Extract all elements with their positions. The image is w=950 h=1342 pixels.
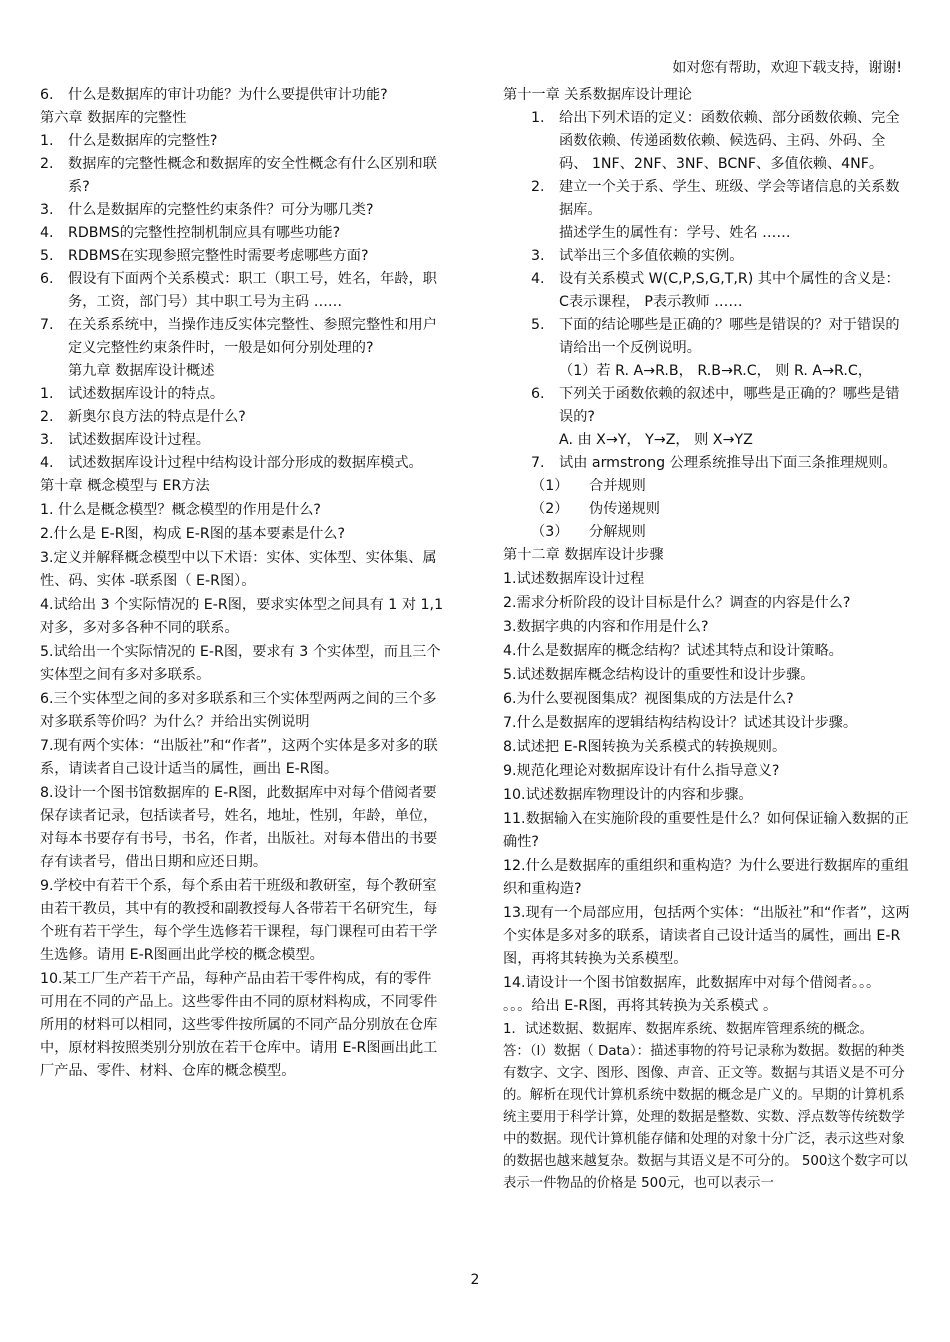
list-item: 10.某工厂生产若干产品，每种产品由若干零件构成，有的零件可用在不同的产品上。这些零件由不同的原材料构成，不同零件所用的材料可以相同，这些零件按所属的不同产品分别放在仓库中，原材料按照类别分别放在若干仓库中。请用 E-R图画出此工厂产品、零件、材料、仓库的概念模型。 bbox=[40, 971, 438, 1079]
question-text: 设有关系模式 W(C,P,S,G,T,R) 其中个属性的含义是： C表示课程， P表示教师 …… bbox=[559, 271, 900, 310]
chapter-12-title: 第十二章 数据库设计步骤 bbox=[503, 547, 664, 563]
question-number: 7. bbox=[531, 455, 545, 471]
list-item: 7.什么是数据库的逻辑结构结构设计？试述其设计步骤。 bbox=[503, 715, 858, 731]
answer-question-1: 1．试述数据、数据库、数据库系统、数据库管理系统的概念。 bbox=[503, 1022, 874, 1037]
list-item bbox=[503, 521, 913, 544]
question-number: 4. bbox=[531, 271, 545, 287]
list-item: 2.什么是 E-R图，构成 E-R图的基本要素是什么? bbox=[40, 526, 345, 542]
right-column bbox=[503, 84, 913, 1195]
item-number: 3. bbox=[40, 202, 54, 218]
question-text: 下列关于函数依赖的叙述中，哪些是正确的？哪些是错误的? bbox=[559, 386, 900, 425]
list-item: 13.现有一个局部应用，包括两个实体：“出版社”和“作者”，这两个实体是多对多的联系，请读者自己设计适当的属性，画出 E-R图，再将其转换为关系模型。 bbox=[503, 905, 910, 967]
list-item: 10.试述数据库物理设计的内容和步骤。 bbox=[503, 787, 753, 803]
item-number: 5. bbox=[40, 248, 54, 264]
list-item: 6.三个实体型之间的多对多联系和三个实体型两两之间的三个多对多联系等价吗？为什么？并给出实例说明 bbox=[40, 691, 437, 730]
list-item: 12.什么是数据库的重组织和重构造？为什么要进行数据库的重组织和重构造? bbox=[503, 858, 909, 897]
item-text: 什么是数据库的完整性约束条件？可分为哪几类? bbox=[68, 202, 374, 218]
item-text: 假设有下面两个关系模式：职工（职工号，姓名，年龄，职务，工资，部门号）其中职工号为主码 …… bbox=[68, 271, 437, 310]
question-text: 试举出三个多值依赖的实例。 bbox=[559, 248, 744, 264]
chapter-9-questions bbox=[40, 383, 445, 475]
ch11-question-7 bbox=[503, 452, 913, 475]
question-text: 给出下列术语的定义：函数依赖、部分函数依赖、完全函数依赖、传递函数依赖、候选码、主码、外码、全码、 1NF、2NF、3NF、BCNF、多值依赖、4NF。 bbox=[559, 110, 900, 172]
list-item bbox=[40, 429, 445, 452]
item-number: 7. bbox=[40, 317, 54, 333]
chapter-6-questions bbox=[40, 130, 445, 360]
item-number: 4. bbox=[40, 455, 54, 471]
list-item: 3.数据字典的内容和作用是什么? bbox=[503, 619, 709, 635]
chapter-10-title: 第十章 概念模型与 ER方法 bbox=[40, 478, 210, 494]
list-item bbox=[40, 406, 445, 429]
list-item: 7.现有两个实体：“出版社”和“作者”，这两个实体是多对多的联系，请读者自己设计适当的属性，画出 E-R图。 bbox=[40, 738, 438, 777]
item-text: 试述数据库设计过程。 bbox=[68, 432, 210, 448]
ch11-question-6-sub: A. 由 X→Y， Y→Z， 则 X→YZ bbox=[559, 432, 753, 448]
list-item bbox=[40, 199, 445, 222]
ch11-question-6 bbox=[503, 383, 913, 429]
chapter-12-questions bbox=[503, 568, 913, 1018]
item-text: 合并规则 bbox=[589, 478, 646, 494]
ch11-question-2 bbox=[503, 176, 913, 222]
ch11-question-1 bbox=[503, 107, 913, 176]
question-text: 什么是数据库的审计功能？为什么要提供审计功能? bbox=[68, 87, 388, 103]
list-item: 5.试给出一个实际情况的 E-R图，要求有 3 个实体型，而且三个实体型之间有多对多联系。 bbox=[40, 644, 441, 683]
question-number: 2. bbox=[531, 179, 545, 195]
question-number: 1. bbox=[531, 110, 545, 126]
question-text: 下面的结论哪些是正确的？哪些是错误的？对于错误的请给出一个反例说明。 bbox=[559, 317, 900, 356]
question-number: 3. bbox=[531, 248, 545, 264]
item-text: 试述数据库设计的特点。 bbox=[68, 386, 225, 402]
question-text: 试由 armstrong 公理系统推导出下面三条推理规则。 bbox=[559, 455, 897, 471]
item-number: 2. bbox=[40, 409, 54, 425]
ch11-question-4 bbox=[503, 268, 913, 314]
list-item bbox=[40, 153, 445, 199]
list-item bbox=[40, 130, 445, 153]
chapter-10-questions bbox=[40, 499, 445, 1083]
list-item: 4.试给出 3 个实际情况的 E-R图，要求实体型之间具有 1 对 1,1 对多，多对多各种不同的联系。 bbox=[40, 597, 444, 636]
list-item bbox=[503, 498, 913, 521]
item-number: （3） bbox=[531, 524, 569, 540]
answer-text: 答：（l）数据（ Data）：描述事物的符号记录称为数据。数据的种类有数字、文字、图形、图像、声音、正文等。数据与其语义是不可分的。解析在现代计算机系统中数据的概念是广义的。早期的计算机系统主要用于科学计算，处理的数据是整数、实数、浮点数等传统数学中的数据。现代计算机能存储和处理的对象十分广泛，表示这些对象的数据也越来越复杂。数据与其语义是不可分的。 500这个数字可以表示一件物品的价格是 500元，也可以表示一 bbox=[503, 1044, 908, 1191]
item-number: （1） bbox=[531, 478, 569, 494]
item-text: RDBMS在实现参照完整性时需要考虑哪些方面? bbox=[68, 248, 369, 264]
list-item: 9.学校中有若干个系，每个系由若干班级和教研室，每个教研室由若干教员，其中有的教授和副教授每人各带若干名研究生，每个班有若干学生，每个学生选修若干课程，每门课程可由若干学生选修。请用 E-R图画出此学校的概念模型。 bbox=[40, 878, 438, 963]
ch11-question-5-sub: （1）若 R. A→R.B， R.B→R.C， 则 R. A→R.C， bbox=[559, 363, 872, 379]
question-number: 6. bbox=[40, 87, 54, 103]
chapter-6-title: 第六章 数据库的完整性 bbox=[40, 110, 187, 126]
list-item: 8.试述把 E-R图转换为关系模式的转换规则。 bbox=[503, 739, 787, 755]
item-number: 3. bbox=[40, 432, 54, 448]
chapter-9-title: 第九章 数据库设计概述 bbox=[68, 363, 215, 379]
list-item bbox=[40, 245, 445, 268]
list-item bbox=[40, 222, 445, 245]
list-item: 11.数据输入在实施阶段的重要性是什么？如何保证输入数据的正确性? bbox=[503, 811, 909, 850]
question-number: 5. bbox=[531, 317, 545, 333]
item-text: 试述数据库设计过程中结构设计部分形成的数据库模式。 bbox=[68, 455, 423, 471]
item-number: 4. bbox=[40, 225, 54, 241]
item-number: 2. bbox=[40, 156, 54, 172]
question-text: 建立一个关于系、学生、班级、学会等诸信息的关系数据库。 bbox=[559, 179, 900, 218]
page-number: 2 bbox=[470, 1272, 480, 1288]
list-item: 1. 什么是概念模型？概念模型的作用是什么? bbox=[40, 502, 321, 518]
list-item bbox=[40, 268, 445, 314]
header-banner: 如对您有帮助，欢迎下载支持，谢谢! bbox=[672, 60, 902, 76]
list-item: 1.试述数据库设计过程 bbox=[503, 571, 645, 587]
chapter-11-title: 第十一章 关系数据库设计理论 bbox=[503, 87, 692, 103]
list-item bbox=[40, 314, 445, 360]
list-item: 2.需求分析阶段的设计目标是什么？调查的内容是什么? bbox=[503, 595, 851, 611]
item-number: 1. bbox=[40, 133, 54, 149]
list-item: 3.定义并解释概念模型中以下术语：实体、实体型、实体集、属性、码、实体 -联系图（ E-R图）。 bbox=[40, 550, 437, 589]
item-text: 伪传递规则 bbox=[589, 501, 660, 517]
ch11-question-5 bbox=[503, 314, 913, 360]
list-item: 14.请设计一个图书馆数据库，此数据库中对每个借阅者。。。 。。。给出 E-R图，再将其转换为关系模式 。 bbox=[503, 975, 881, 1014]
ch11-question-2-desc: 描述学生的属性有：学号、姓名 …… bbox=[559, 225, 791, 241]
question-number: 6. bbox=[531, 386, 545, 402]
item-text: RDBMS的完整性控制机制应具有哪些功能? bbox=[68, 225, 341, 241]
item-text: 数据库的完整性概念和数据库的安全性概念有什么区别和联系? bbox=[68, 156, 437, 195]
item-text: 什么是数据库的完整性? bbox=[68, 133, 218, 149]
list-item: 4.什么是数据库的概念结构？试述其特点和设计策略。 bbox=[503, 643, 843, 659]
list-item: 9.规范化理论对数据库设计有什么指导意义? bbox=[503, 763, 780, 779]
item-text: 在关系系统中，当操作违反实体完整性、参照完整性和用户定义完整性约束条件时，一般是如何分别处理的? bbox=[68, 317, 437, 356]
list-item bbox=[503, 475, 913, 498]
left-column bbox=[40, 84, 445, 1083]
list-item bbox=[40, 452, 445, 475]
item-number: 6. bbox=[40, 271, 54, 287]
list-item: 6.为什么要视图集成？视图集成的方法是什么? bbox=[503, 691, 794, 707]
list-item: 5.试述数据库概念结构设计的重要性和设计步骤。 bbox=[503, 667, 815, 683]
item-number: 1. bbox=[40, 386, 54, 402]
item-text: 新奥尔良方法的特点是什么? bbox=[68, 409, 246, 425]
item-number: （2） bbox=[531, 501, 569, 517]
inference-rules-list bbox=[503, 475, 913, 544]
item-text: 分解规则 bbox=[589, 524, 646, 540]
list-item bbox=[40, 383, 445, 406]
ch11-question-3 bbox=[503, 245, 913, 268]
list-item: 8.设计一个图书馆数据库的 E-R图，此数据库中对每个借阅者要保存读者记录，包括读者号，姓名，地址，性别，年龄，单位，对每本书要存有书号，书名，作者，出版社。对每本借出的书要存有读者号，借出日期和应还日期。 bbox=[40, 785, 438, 870]
ch5-question-6 bbox=[40, 84, 445, 107]
